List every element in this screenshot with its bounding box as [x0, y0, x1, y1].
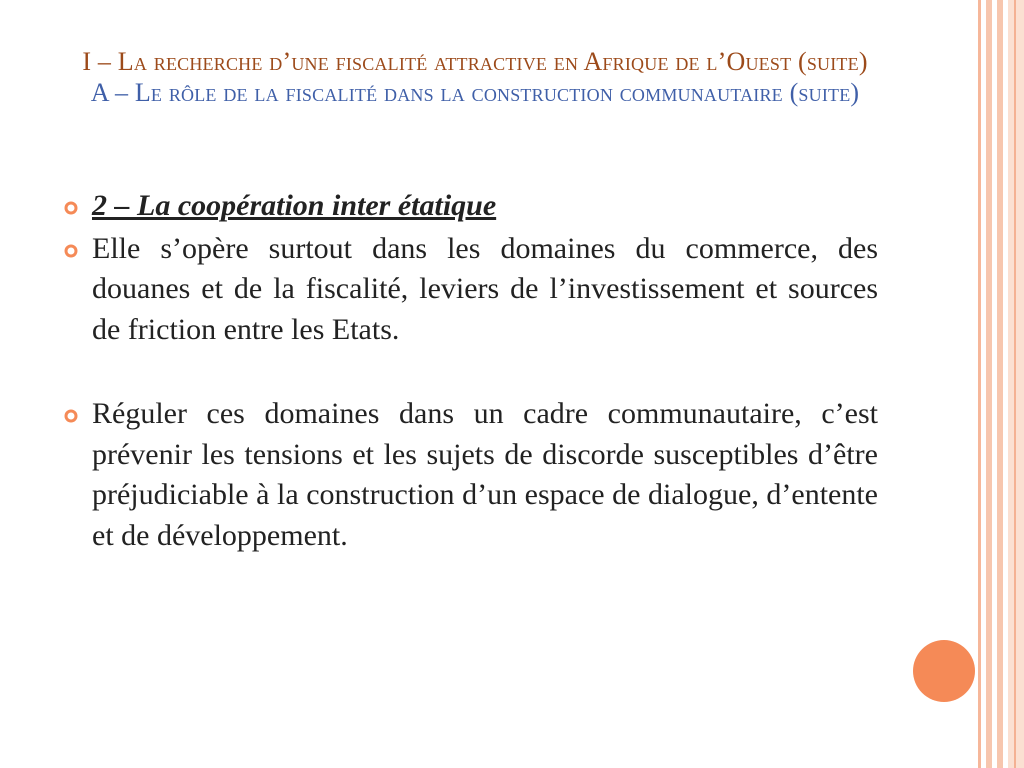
bullet-circle-icon [64, 409, 78, 423]
title-line-1: I – La recherche d’une fiscalité attractive en Afrique de l’Ouest (suite) [82, 47, 868, 76]
decorative-stripe [1008, 0, 1024, 768]
bullet-item [64, 394, 878, 556]
decorative-stripe [1014, 0, 1016, 768]
decorative-stripe [978, 0, 981, 768]
slide-body [64, 186, 878, 556]
slide-title [60, 46, 890, 108]
decorative-circle [913, 640, 975, 702]
bullet-circle-icon [64, 201, 78, 215]
bullet-item [64, 186, 878, 227]
bullet-text: Réguler ces domaines dans un cadre communautaire, c’est prévenir les tensions et les sujets de discorde susceptibles d’être préjudiciable à la construction d’un espace de dialogue, d’entente et de développement. [92, 397, 878, 552]
section-subheading: 2 – La coopération inter étatique [92, 189, 497, 222]
decorative-stripe [986, 0, 992, 768]
title-line-2: A – Le rôle de la fiscalité dans la construction communautaire (suite) [90, 78, 860, 107]
bullet-circle-icon [64, 244, 78, 258]
bullet-item [64, 229, 878, 351]
bullet-text: Elle s’opère surtout dans les domaines du commerce, des douanes et de la fiscalité, leviers de l’investissement et sources de friction entre les Etats. [92, 231, 878, 346]
decorative-stripe [997, 0, 1003, 768]
